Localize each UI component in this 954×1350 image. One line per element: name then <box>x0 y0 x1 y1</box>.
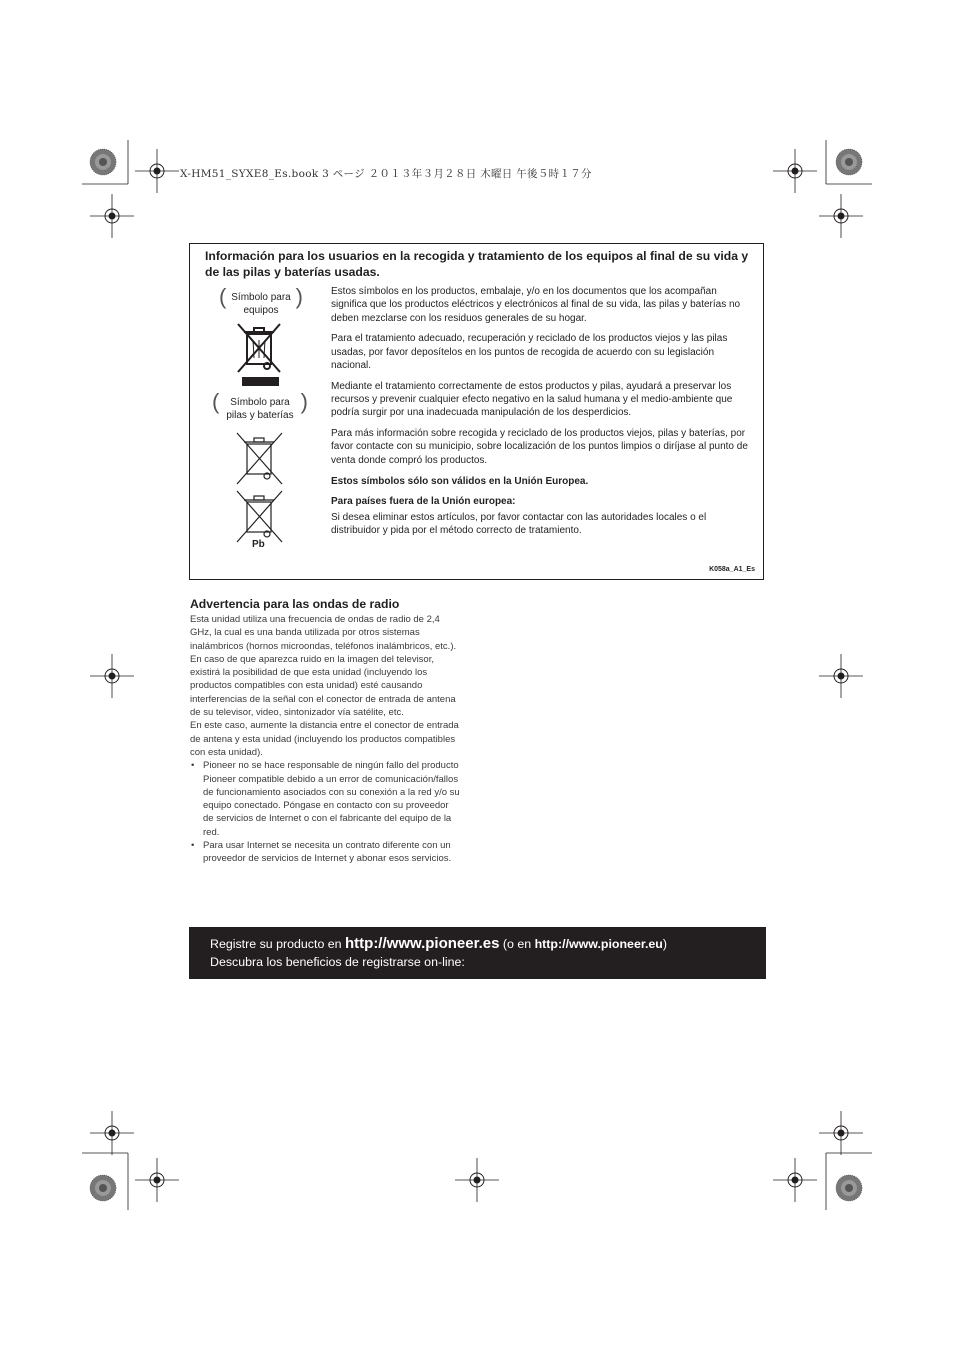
banner-mid: (o en <box>499 937 535 951</box>
pioneer-eu-link[interactable]: http://www.pioneer.eu <box>534 937 663 951</box>
registration-mark-icon <box>90 654 134 698</box>
crossed-bin-battery-icon <box>234 430 286 486</box>
registration-mark-icon <box>819 194 863 238</box>
book-header: X-HM51_SYXE8_Es.book 3 ページ ２０１３年３月２８日 木曜日 午後５時１７分 <box>180 168 592 180</box>
equipment-label-text: Símbolo para equipos <box>231 292 291 316</box>
banner-prefix: Registre su producto en <box>210 937 345 951</box>
weee-paragraph: Para el tratamiento adecuado, recuperación y reciclado de los productos viejos y las pilas usadas, por favor deposítelos en los puntos de recogida de acuerdo con su legislación nacional. <box>331 333 728 371</box>
crossed-bin-icon <box>234 320 286 388</box>
radio-paragraph: En caso de que aparezca ruido en la imagen del televisor, existirá la posibilidad de que esta unidad (incluyendo los productos compatibles con esta unidad) esté causando interferencias de la señal con el conector de entrada de antena de su televisor, video, sintonizador vía satélite, etc. <box>190 653 456 719</box>
registration-mark-icon <box>773 1158 817 1202</box>
eu-valid-note: Estos símbolos sólo son válidos en la Unión Europea. <box>331 475 589 487</box>
equipment-symbol-label: ( Símbolo para equipos ) <box>219 284 303 316</box>
radio-paragraph: Esta unidad utiliza una frecuencia de ondas de radio de 2,4 GHz, la cual es una banda utilizada por otros sistemas inalámbricos (hornos microondas, teléfonos inalámbricos, etc.). <box>190 614 457 652</box>
banner-line-2: Descubra los beneficios de registrarse on-line: <box>210 955 465 969</box>
weee-title: Información para los usuarios en la recogida y tratamiento de los equipos al final de su vida y de las pilas y baterías usadas. <box>205 249 749 279</box>
crossed-bin-pb-icon <box>234 488 286 544</box>
bullet-icon: • <box>191 760 195 772</box>
registration-banner <box>189 927 766 979</box>
weee-paragraph: Para más información sobre recogida y reciclado de los productos viejos, pilas y baterías, por favor contacte con su municipio, sobre localización de los puntos limpios o diríjase al punto de venta donde compró los productos. <box>331 428 748 466</box>
weee-paragraph: Estos símbolos en los productos, embalaje, y/o en los documentos que los acompañan significa que los productos eléctricos y electrónicos al final de su vida, las pilas y baterías no deben mezclarse con los residuos generales de su hogar. <box>331 286 741 324</box>
color-target-icon <box>836 1175 862 1201</box>
pioneer-es-link[interactable]: http://www.pioneer.es <box>345 935 500 952</box>
document-code: K058a_A1_Es <box>709 566 755 573</box>
registration-mark-icon <box>90 194 134 238</box>
bullet-text: Pioneer no se hace responsable de ningún fallo del producto Pioneer compatible debido a un error de comunicación/fallos de funcionamiento asociados con su conexión a la red y/o su equipo conectado. Póngase en contacto con su proveedor de servicios de Internet o con el fabricante del equipo de la red. <box>203 760 460 838</box>
banner-line-1 <box>210 935 667 952</box>
non-eu-text: Si desea eliminar estos artículos, por favor contactar con las autoridades locales o el distribuidor y pida por el método correcto de tratamiento. <box>331 511 707 536</box>
battery-symbol-label: ( Símbolo para pilas y baterías ) <box>212 389 308 421</box>
battery-label-text: Símbolo para pilas y baterías <box>226 397 294 421</box>
registration-mark-icon <box>819 1111 863 1155</box>
registration-mark-icon <box>773 149 817 193</box>
radio-paragraph: En este caso, aumente la distancia entre el conector de entrada de antena y esta unidad (incluyendo los productos compatibles con esta unidad). <box>190 720 459 758</box>
registration-mark-icon <box>135 1158 179 1202</box>
weee-paragraphs <box>331 285 755 545</box>
pb-label: Pb <box>252 539 265 550</box>
non-eu-heading: Para países fuera de la Unión europea: <box>331 496 516 508</box>
bullet-item <box>190 759 460 839</box>
registration-mark-icon <box>135 149 179 193</box>
radio-warning-title: Advertencia para las ondas de radio <box>190 597 400 611</box>
banner-suffix: ) <box>662 937 668 951</box>
registration-mark-icon <box>90 1111 134 1155</box>
radio-warning-body <box>190 613 460 866</box>
bullet-item <box>190 839 460 866</box>
bullet-text: Para usar Internet se necesita un contrato diferente con un proveedor de servicios de Internet y abonar esos servicios. <box>203 840 452 865</box>
color-target-icon <box>90 1175 116 1201</box>
registration-mark-icon <box>819 654 863 698</box>
registration-mark-icon <box>455 1158 499 1202</box>
bullet-icon: • <box>191 840 195 852</box>
color-target-icon <box>90 149 116 175</box>
color-target-icon <box>836 149 862 175</box>
weee-paragraph: Mediante el tratamiento correctamente de estos productos y pilas, ayudará a preservar los recursos y prevenir cualquier efecto negativo en la salud humana y el medio-ambiente que podría surgir por una inadecuada manipulación de los desperdicios. <box>331 380 733 419</box>
